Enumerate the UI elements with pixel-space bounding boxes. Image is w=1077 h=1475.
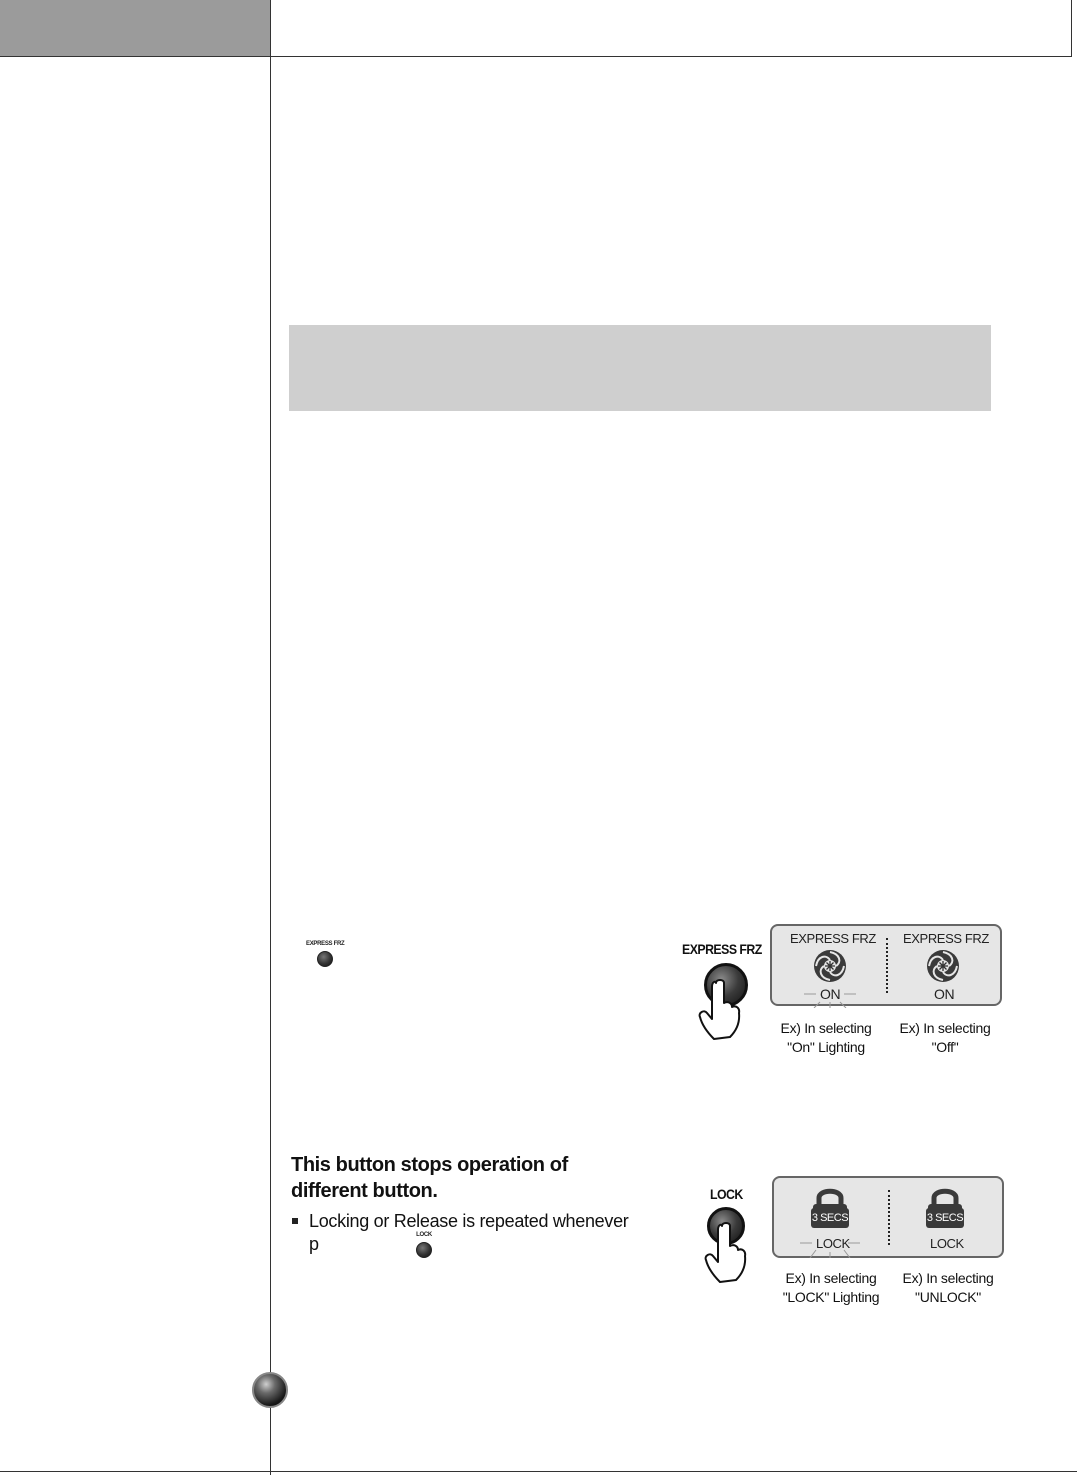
lock-heading-line: different button. [291,1180,438,1202]
lock-left-state: LOCK [816,1236,850,1251]
caption-line: "UNLOCK" [915,1289,981,1305]
express-frz-inline-icon [306,941,344,967]
glow-rays-icon [798,1232,862,1258]
lock-bullet-line: p [309,1234,320,1254]
caption-line: "Off" [931,1039,959,1055]
lock-heading [291,1152,651,1204]
bullet-square-icon [292,1218,298,1224]
panel-divider [888,1190,890,1245]
margin-rule [270,0,271,1475]
lock-caption-left [776,1269,886,1307]
caption-line: Ex) In selecting [785,1270,877,1286]
express-frz-left-state: ON [820,986,841,1002]
express-frz-right-state: ON [934,986,955,1002]
lock-right-state: LOCK [930,1236,964,1251]
caption-line: Ex) In selecting [899,1020,991,1036]
lock-bullet-line: Locking or Release is repeated whenever [309,1211,629,1231]
page-marker-icon [252,1372,288,1408]
caption-line: "LOCK" Lighting [782,1289,880,1305]
pressing-finger-icon [694,977,744,1043]
lock-button-illustration [710,1186,747,1202]
header-right-border [1071,0,1072,57]
header-tab [0,0,270,56]
footer-rule [0,1471,1077,1472]
glow-rays-icon [800,982,860,1008]
express-frz-left-label: EXPRESS FRZ [790,931,876,946]
lock-inline-icon [416,1232,432,1258]
lock-left-secs-badge: 3 SECS [811,1208,849,1228]
lock-heading-line: This button stops operation of [291,1154,568,1176]
section-banner [289,325,991,411]
express-frz-button-title: EXPRESS FRZ [682,941,762,957]
pressing-finger-icon [702,1220,748,1284]
header-divider [0,56,1072,57]
lock-display-panel [772,1176,1004,1258]
lock-caption-right [893,1269,1003,1307]
lock-inline-label: LOCK [416,1232,432,1238]
express-frz-inline-button-icon [317,951,333,967]
caption-line: "On" Lighting [787,1039,865,1055]
express-frz-caption-left [772,1019,880,1057]
panel-divider [886,938,888,993]
express-freeze-fan-icon [925,948,961,984]
express-frz-button-illustration [682,941,773,957]
express-frz-inline-label: EXPRESS FRZ [306,941,345,947]
express-frz-caption-right [890,1019,1000,1057]
express-freeze-fan-icon [812,948,848,984]
caption-line: Ex) In selecting [780,1020,872,1036]
lock-button-title: LOCK [710,1186,743,1202]
express-frz-right-label: EXPRESS FRZ [903,931,989,946]
express-frz-display-panel [770,924,1002,1006]
lock-right-secs-badge: 3 SECS [926,1208,964,1228]
lock-inline-button-icon [416,1242,432,1258]
caption-line: Ex) In selecting [902,1270,994,1286]
